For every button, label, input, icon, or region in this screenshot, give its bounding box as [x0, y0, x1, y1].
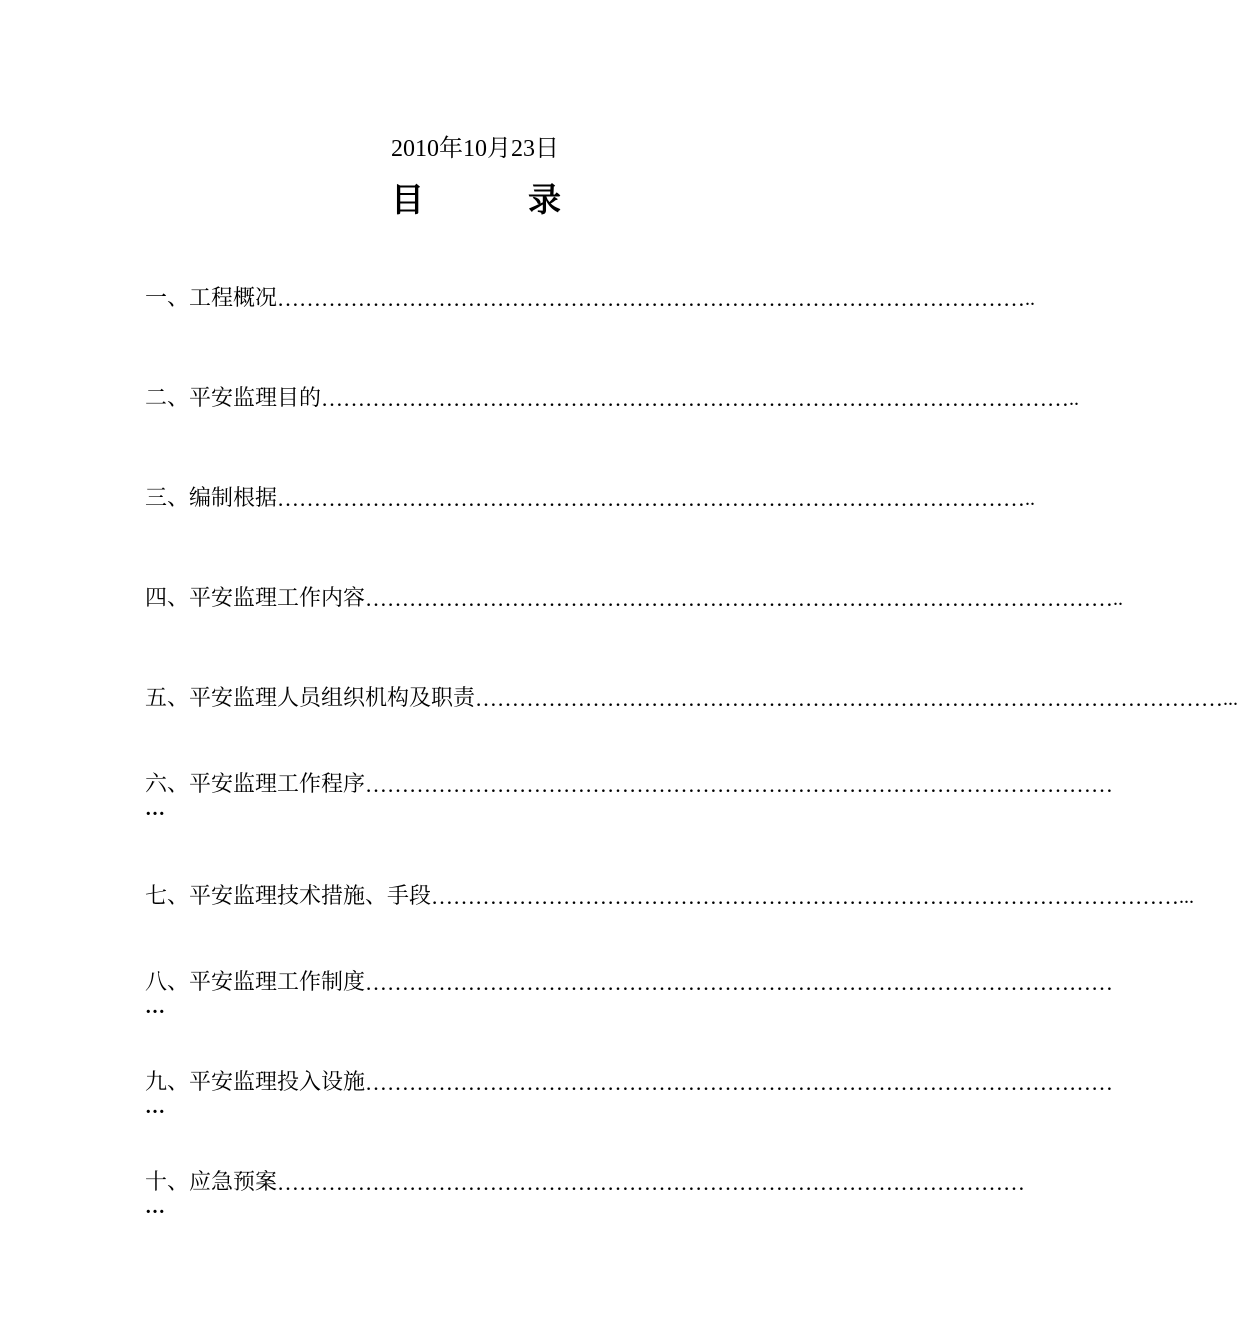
toc-entry-tail: ...	[1223, 688, 1238, 710]
toc-entry-label: 一、工程概况	[145, 286, 278, 311]
toc-entry-7[interactable]	[145, 884, 1195, 910]
toc-entry-label: 四、平安监理工作内容	[145, 586, 366, 611]
toc-entry-8[interactable]	[145, 970, 1114, 1018]
toc-entry-label: 六、平安监理工作程序	[145, 772, 366, 797]
toc-leader-dots: …………………………………………………………………………………………	[365, 970, 1114, 995]
toc-entry-tail: ...	[1179, 886, 1195, 908]
toc-leader-dots: …………………………………………………………………………………………	[365, 772, 1114, 797]
toc-entry-wrap: …	[145, 798, 164, 820]
toc-entry-label: 十、应急预案	[145, 1170, 278, 1195]
toc-entry-9[interactable]	[145, 1070, 1114, 1118]
toc-entry-tail: ..	[1025, 288, 1036, 310]
toc-leader-dots: …………………………………………………………………………………………	[475, 686, 1224, 711]
toc-leader-dots: …………………………………………………………………………………………	[431, 884, 1180, 909]
toc-title-right: 录	[528, 180, 561, 219]
toc-entry-4[interactable]	[145, 586, 1124, 612]
toc-entry-3[interactable]	[145, 486, 1036, 512]
toc-entry-label: 八、平安监理工作制度	[145, 970, 366, 995]
toc-entry-tail: ..	[1025, 488, 1036, 510]
toc-entry-6[interactable]	[145, 772, 1114, 820]
toc-entry-tail: ..	[1113, 588, 1124, 610]
toc-title-left: 目	[391, 180, 424, 219]
toc-entry-tail: ..	[1069, 388, 1080, 410]
toc-leader-dots: …………………………………………………………………………………………	[365, 586, 1114, 611]
toc-entry-label: 五、平安监理人员组织机构及职责	[145, 686, 476, 711]
toc-leader-dots: …………………………………………………………………………………………	[365, 1070, 1114, 1095]
toc-entry-5[interactable]	[145, 686, 1238, 712]
toc-leader-dots: …………………………………………………………………………………………	[321, 386, 1070, 411]
document-date: 2010年10月23日	[391, 136, 559, 162]
toc-entry-wrap: …	[145, 1196, 164, 1218]
toc-leader-dots: …………………………………………………………………………………………	[277, 1170, 1026, 1195]
toc-entry-label: 三、编制根据	[145, 486, 278, 511]
toc-leader-dots: …………………………………………………………………………………………	[277, 286, 1026, 311]
toc-entry-wrap: …	[145, 1096, 164, 1118]
toc-entry-10[interactable]	[145, 1170, 1026, 1218]
toc-entry-2[interactable]	[145, 386, 1080, 412]
toc-entry-label: 七、平安监理技术措施、手段	[145, 884, 432, 909]
toc-entry-label: 二、平安监理目的	[145, 386, 322, 411]
toc-title	[391, 178, 561, 222]
toc-leader-dots: …………………………………………………………………………………………	[277, 486, 1026, 511]
toc-entry-1[interactable]	[145, 286, 1036, 312]
toc-entry-label: 九、平安监理投入设施	[145, 1070, 366, 1095]
toc-entry-wrap: …	[145, 996, 164, 1018]
